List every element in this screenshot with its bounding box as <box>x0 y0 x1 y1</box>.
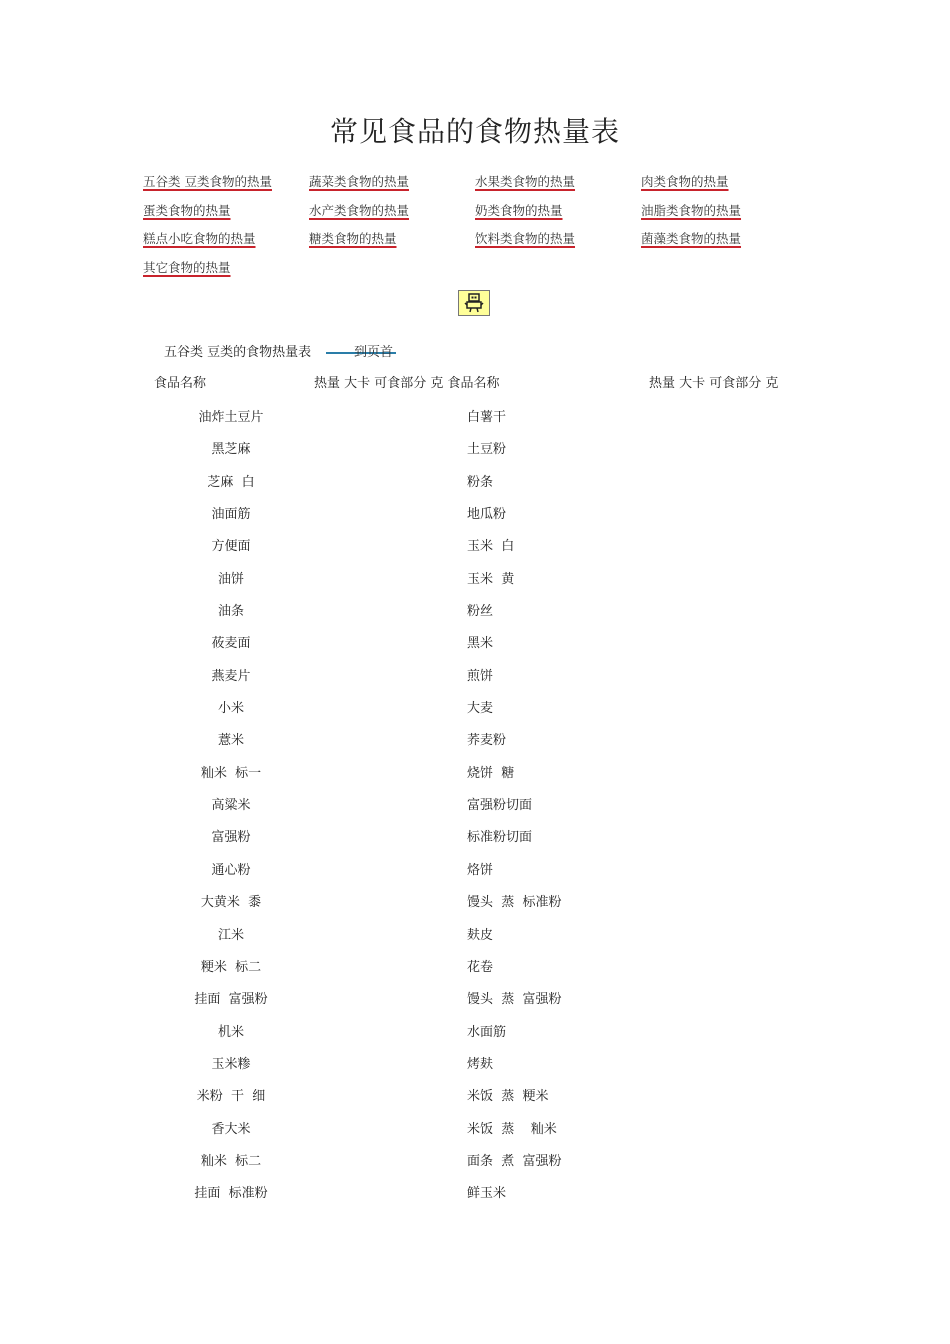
food-name-right: 馒头 蒸 富强粉 <box>467 992 562 1008</box>
food-name-left: 机米 <box>217 1024 244 1040</box>
table-row <box>0 592 950 624</box>
nav-row <box>143 258 823 287</box>
nav-link-pastries-snacks[interactable]: 糕点小吃食物的热量 <box>143 231 256 247</box>
food-name-left: 燕麦片 <box>211 668 251 684</box>
food-name-left: 米粉 干 细 <box>196 1089 266 1105</box>
nav-link-dairy[interactable]: 奶类食物的热量 <box>475 202 563 218</box>
nav-link-other[interactable]: 其它食物的热量 <box>143 259 231 275</box>
food-name-left: 江米 <box>217 927 244 943</box>
food-name-left: 小米 <box>217 701 244 717</box>
food-name-right: 荞麦粉 <box>467 733 507 749</box>
table-row <box>0 463 950 495</box>
table-row <box>0 624 950 656</box>
table-row <box>0 1142 950 1174</box>
table-row <box>0 916 950 948</box>
nav-link-fruits[interactable]: 水果类食物的热量 <box>475 174 576 189</box>
nav-link-vegetables[interactable]: 蔬菜类食物的热量 <box>309 174 410 189</box>
table-row <box>0 754 950 786</box>
food-name-left: 粳米 标二 <box>200 959 262 975</box>
table-row <box>0 1045 950 1077</box>
table-row <box>0 818 950 850</box>
food-table <box>0 398 950 1207</box>
nav-link-beverages[interactable]: 饮料类食物的热量 <box>475 231 576 247</box>
nav-row <box>143 172 823 201</box>
food-name-right: 粉条 <box>467 474 494 490</box>
table-row <box>0 851 950 883</box>
header-calories-portion-food-name: 热量 大卡 可食部分 克 食品名称 <box>314 376 500 391</box>
food-name-right: 富强粉切面 <box>467 798 533 814</box>
table-row <box>0 980 950 1012</box>
table-row <box>0 657 950 689</box>
food-name-right: 黑米 <box>467 636 494 652</box>
nav-row <box>143 201 823 230</box>
table-row <box>0 398 950 430</box>
food-name-left: 大黄米 黍 <box>200 895 262 911</box>
table-row <box>0 527 950 559</box>
food-name-right: 水面筋 <box>467 1024 507 1040</box>
table-row <box>0 1013 950 1045</box>
food-name-right: 烙饼 <box>467 862 494 878</box>
food-name-left: 玉米糁 <box>211 1056 251 1072</box>
food-name-left: 通心粉 <box>211 862 251 878</box>
table-row <box>0 1174 950 1206</box>
table-row <box>0 689 950 721</box>
food-name-right: 粉丝 <box>467 604 494 620</box>
food-name-left: 薏米 <box>217 733 244 749</box>
food-name-right: 地瓜粉 <box>467 507 507 523</box>
food-name-right: 米饭 蒸 粳米 <box>467 1089 549 1105</box>
food-name-left: 莜麦面 <box>211 636 251 652</box>
nav-link-sugars[interactable]: 糖类食物的热量 <box>309 231 397 247</box>
food-name-left: 油条 <box>217 604 244 620</box>
header-food-name: 食品名称 <box>154 376 207 391</box>
food-name-right: 烧饼 糖 <box>467 765 515 781</box>
food-name-left: 挂面 富强粉 <box>194 992 268 1008</box>
table-row <box>0 430 950 462</box>
food-name-right: 米饭 蒸 籼米 <box>467 1121 557 1137</box>
table-row <box>0 721 950 753</box>
nav-link-seafood[interactable]: 水产类食物的热量 <box>309 202 410 218</box>
table-row <box>0 560 950 592</box>
nav-link-eggs[interactable]: 蛋类食物的热量 <box>143 202 231 218</box>
food-name-right: 煎饼 <box>467 668 494 684</box>
table-row <box>0 883 950 915</box>
food-name-right: 标准粉切面 <box>467 830 533 846</box>
header-calories-portion: 热量 大卡 可食部分 克 <box>649 376 779 391</box>
food-name-left: 芝麻 白 <box>207 474 255 490</box>
food-name-left: 籼米 标一 <box>200 765 262 781</box>
food-name-right: 玉米 黄 <box>467 571 515 587</box>
food-name-right: 馒头 蒸 标准粉 <box>467 895 562 911</box>
section-title: 五谷类 豆类的食物热量表 <box>164 345 312 360</box>
food-name-left: 油面筋 <box>211 507 251 523</box>
food-name-right: 麸皮 <box>467 927 494 943</box>
nav-link-meat[interactable]: 肉类食物的热量 <box>641 174 729 189</box>
food-name-right: 烤麸 <box>467 1056 494 1072</box>
table-row <box>0 786 950 818</box>
food-name-left: 富强粉 <box>211 830 251 846</box>
food-name-left: 挂面 标准粉 <box>194 1186 268 1202</box>
food-name-left: 油炸土豆片 <box>198 410 264 425</box>
robot-icon[interactable] <box>458 290 490 316</box>
table-row <box>0 948 950 980</box>
back-to-top-link[interactable]: 到页首 <box>354 345 394 360</box>
food-name-right: 大麦 <box>467 701 494 717</box>
food-name-left: 高粱米 <box>211 798 251 814</box>
food-name-left: 方便面 <box>211 539 251 555</box>
nav-row <box>143 229 823 258</box>
food-name-right: 土豆粉 <box>467 442 507 458</box>
food-name-right: 鲜玉米 <box>467 1186 507 1202</box>
category-nav <box>143 172 823 286</box>
food-name-right: 白薯干 <box>467 410 507 425</box>
food-name-left: 籼米 标二 <box>200 1153 262 1169</box>
page-title: 常见食品的食物热量表 <box>329 115 620 148</box>
nav-link-oils-fats[interactable]: 油脂类食物的热量 <box>641 202 742 218</box>
food-name-left: 香大米 <box>211 1121 251 1137</box>
table-row <box>0 1110 950 1142</box>
food-name-left: 油饼 <box>217 571 244 587</box>
food-name-right: 面条 煮 富强粉 <box>467 1153 562 1169</box>
food-name-right: 花卷 <box>467 959 494 975</box>
nav-link-grains-beans[interactable]: 五谷类 豆类食物的热量 <box>143 174 272 189</box>
table-row <box>0 495 950 527</box>
food-name-right: 玉米 白 <box>467 539 515 555</box>
food-name-left: 黑芝麻 <box>211 442 251 458</box>
nav-link-fungi-algae[interactable]: 菌藻类食物的热量 <box>641 231 742 247</box>
table-row <box>0 1077 950 1109</box>
